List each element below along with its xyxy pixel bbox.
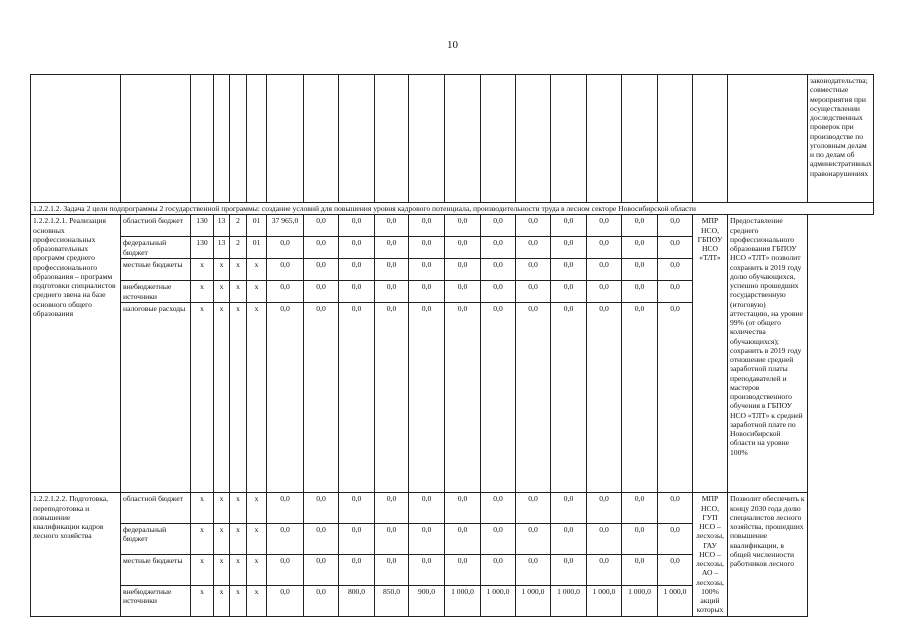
value-cell: 1 000,0: [481, 585, 516, 616]
task-row: [31, 203, 874, 215]
value-cell: 0,0: [481, 303, 516, 493]
code-cell: x: [230, 281, 247, 303]
value-cell: 0,0: [516, 259, 551, 281]
value-cell: 0,0: [375, 215, 409, 237]
value-cell: 0,0: [658, 493, 693, 524]
value-cell: 0,0: [587, 524, 622, 555]
value-cell: 1 000,0: [622, 585, 658, 616]
value-cell: 0,0: [375, 303, 409, 493]
page-number: 10: [447, 39, 458, 51]
value-cell: 0,0: [587, 237, 622, 259]
task-row-text: 1.2.2.1.2. Задача 2 цели подпрограммы 2 государственной программы: создание условий для повышения уровня кадрового потенциала, производительности труда в лесном секторе Новосибирской области: [31, 203, 874, 215]
value-cell: 1 000,0: [551, 585, 587, 616]
value-cell: 0,0: [267, 585, 304, 616]
funding-source: внебюджетные источники: [121, 585, 191, 616]
funding-source: областной бюджет: [121, 215, 191, 237]
top-result-text: законодательства; совместные мероприятия при осуществлении доследственных проверок при производстве по уголовным делам и по делам об административных правонарушениях: [808, 75, 874, 203]
value-cell: 0,0: [375, 493, 409, 524]
value-cell: 0,0: [339, 259, 375, 281]
value-cell: 0,0: [304, 303, 339, 493]
value-cell: 0,0: [551, 493, 587, 524]
value-cell: 0,0: [375, 259, 409, 281]
code-cell: x: [247, 281, 267, 303]
value-cell: 0,0: [267, 281, 304, 303]
code-cell: x: [214, 585, 230, 616]
value-cell: 0,0: [409, 303, 445, 493]
value-cell: 0,0: [409, 554, 445, 585]
value-cell: 0,0: [304, 259, 339, 281]
code-cell: x: [214, 259, 230, 281]
value-cell: 0,0: [375, 281, 409, 303]
value-cell: 0,0: [375, 554, 409, 585]
code-cell: x: [230, 303, 247, 493]
value-cell: 0,0: [304, 585, 339, 616]
value-cell: 0,0: [409, 259, 445, 281]
value-cell: 0,0: [339, 237, 375, 259]
value-cell: 0,0: [304, 493, 339, 524]
value-cell: 0,0: [551, 524, 587, 555]
code-cell: 130: [191, 215, 214, 237]
funding-source: внебюджетные источники: [121, 281, 191, 303]
top-continuation-row: [31, 75, 874, 203]
table-row: [31, 215, 874, 237]
value-cell: 0,0: [658, 303, 693, 493]
value-cell: 0,0: [622, 281, 658, 303]
value-cell: 850,0: [375, 585, 409, 616]
measure-title: 1.2.2.1.2.1. Реализация основных профессиональных образовательных программ среднего профессионального образования – программ подготовки специалистов среднего звена на базе основного общего образования: [31, 215, 121, 493]
expected-result: Предоставление среднего профессионального образования ГБПОУ НСО «ТЛТ» позволит сохранить в 2019 году долю обучающихся, успешно прошедших государственную (итоговую) аттестацию, на уровне 99% (от общего количества обучающихся); сохранить в 2019 году отношение средней заработной платы преподавателей и мастеров производственного обучения в ГБПОУ НСО «ТЛТ» к средней заработной плате по Новосибирской области на уровне 100%: [728, 215, 808, 493]
code-cell: x: [191, 259, 214, 281]
value-cell: 0,0: [481, 281, 516, 303]
funding-source: местные бюджеты: [121, 554, 191, 585]
code-cell: 2: [230, 237, 247, 259]
value-cell: 0,0: [445, 259, 481, 281]
value-cell: 0,0: [516, 303, 551, 493]
code-cell: x: [191, 493, 214, 524]
table-row: [31, 493, 874, 524]
value-cell: 0,0: [516, 493, 551, 524]
code-cell: 130: [191, 237, 214, 259]
value-cell: 0,0: [445, 524, 481, 555]
value-cell: 0,0: [339, 303, 375, 493]
value-cell: 0,0: [622, 554, 658, 585]
value-cell: 0,0: [481, 215, 516, 237]
value-cell: 0,0: [516, 554, 551, 585]
value-cell: 800,0: [339, 585, 375, 616]
code-cell: x: [230, 524, 247, 555]
code-cell: 2: [230, 215, 247, 237]
code-cell: x: [247, 554, 267, 585]
value-cell: 0,0: [375, 524, 409, 555]
code-cell: x: [191, 524, 214, 555]
code-cell: x: [247, 524, 267, 555]
value-cell: 0,0: [409, 493, 445, 524]
value-cell: 0,0: [622, 493, 658, 524]
code-cell: x: [247, 259, 267, 281]
value-cell: 0,0: [622, 259, 658, 281]
value-cell: 0,0: [481, 493, 516, 524]
value-cell: 0,0: [516, 215, 551, 237]
value-cell: 0,0: [445, 493, 481, 524]
value-cell: 0,0: [267, 303, 304, 493]
value-cell: 0,0: [587, 303, 622, 493]
value-cell: 0,0: [658, 554, 693, 585]
code-cell: x: [191, 303, 214, 493]
measure-title: 1.2.2.1.2.2. Подготовка, переподготовка и повышение квалификации кадров лесного хозяйства: [31, 493, 121, 616]
value-cell: 1 000,0: [516, 585, 551, 616]
value-cell: 0,0: [587, 259, 622, 281]
value-cell: 0,0: [267, 259, 304, 281]
value-cell: 1 000,0: [658, 585, 693, 616]
value-cell: 0,0: [622, 303, 658, 493]
code-cell: x: [230, 554, 247, 585]
value-cell: 0,0: [445, 215, 481, 237]
executor-cell: МПР НСО, ГУП НСО – лесхозы, ГАУ НСО – лесхозы, АО – лесхозы, 100% акций которых: [693, 493, 728, 616]
value-cell: 0,0: [551, 554, 587, 585]
funding-source: налоговые расходы: [121, 303, 191, 493]
value-cell: 0,0: [551, 259, 587, 281]
value-cell: 0,0: [551, 281, 587, 303]
value-cell: 0,0: [304, 281, 339, 303]
code-cell: 13: [214, 215, 230, 237]
code-cell: x: [214, 493, 230, 524]
code-cell: x: [247, 585, 267, 616]
value-cell: 37 965,0: [267, 215, 304, 237]
value-cell: 0,0: [481, 524, 516, 555]
funding-source: местные бюджеты: [121, 259, 191, 281]
funding-source: федеральный бюджет: [121, 524, 191, 555]
value-cell: 0,0: [267, 493, 304, 524]
value-cell: 0,0: [445, 303, 481, 493]
value-cell: 0,0: [339, 281, 375, 303]
value-cell: 0,0: [304, 237, 339, 259]
value-cell: 0,0: [622, 215, 658, 237]
code-cell: x: [191, 281, 214, 303]
value-cell: 0,0: [339, 554, 375, 585]
value-cell: 0,0: [516, 524, 551, 555]
code-cell: x: [214, 281, 230, 303]
funding-source: федеральный бюджет: [121, 237, 191, 259]
expected-result: Позволит обеспечить к концу 2030 года долю специалистов лесного хозяйства, прошедших повышение квалификации, в общей численности работников лесного: [728, 493, 808, 616]
code-cell: 01: [247, 237, 267, 259]
code-cell: x: [191, 554, 214, 585]
code-cell: x: [230, 259, 247, 281]
program-table: [30, 74, 874, 617]
code-cell: 13: [214, 237, 230, 259]
code-cell: x: [214, 303, 230, 493]
code-cell: x: [191, 585, 214, 616]
code-cell: x: [230, 493, 247, 524]
value-cell: 0,0: [267, 237, 304, 259]
value-cell: 0,0: [304, 215, 339, 237]
code-cell: x: [247, 493, 267, 524]
value-cell: 0,0: [375, 237, 409, 259]
code-cell: 01: [247, 215, 267, 237]
value-cell: 0,0: [481, 259, 516, 281]
value-cell: 0,0: [481, 554, 516, 585]
value-cell: 0,0: [409, 524, 445, 555]
code-cell: x: [214, 524, 230, 555]
value-cell: 900,0: [409, 585, 445, 616]
value-cell: 0,0: [516, 281, 551, 303]
value-cell: 0,0: [304, 524, 339, 555]
funding-source: областной бюджет: [121, 493, 191, 524]
value-cell: 0,0: [587, 281, 622, 303]
value-cell: 0,0: [409, 237, 445, 259]
code-cell: x: [214, 554, 230, 585]
value-cell: 0,0: [267, 524, 304, 555]
value-cell: 0,0: [658, 237, 693, 259]
value-cell: 0,0: [622, 237, 658, 259]
value-cell: 0,0: [339, 215, 375, 237]
value-cell: 0,0: [587, 493, 622, 524]
value-cell: 0,0: [481, 237, 516, 259]
value-cell: 0,0: [445, 281, 481, 303]
executor-cell: МПР НСО, ГБПОУ НСО «ТЛТ»: [693, 215, 728, 493]
value-cell: 0,0: [622, 524, 658, 555]
code-cell: x: [247, 303, 267, 493]
value-cell: 0,0: [587, 554, 622, 585]
value-cell: 1 000,0: [445, 585, 481, 616]
value-cell: 0,0: [516, 237, 551, 259]
value-cell: 0,0: [658, 524, 693, 555]
value-cell: 0,0: [551, 303, 587, 493]
value-cell: 0,0: [445, 237, 481, 259]
value-cell: 0,0: [409, 215, 445, 237]
value-cell: 0,0: [445, 554, 481, 585]
value-cell: 0,0: [551, 215, 587, 237]
value-cell: 0,0: [551, 237, 587, 259]
value-cell: 0,0: [658, 259, 693, 281]
value-cell: 0,0: [339, 493, 375, 524]
value-cell: 0,0: [339, 524, 375, 555]
value-cell: 0,0: [658, 215, 693, 237]
value-cell: 0,0: [267, 554, 304, 585]
value-cell: 0,0: [587, 215, 622, 237]
value-cell: 0,0: [658, 281, 693, 303]
value-cell: 1 000,0: [587, 585, 622, 616]
code-cell: x: [230, 585, 247, 616]
value-cell: 0,0: [304, 554, 339, 585]
value-cell: 0,0: [409, 281, 445, 303]
